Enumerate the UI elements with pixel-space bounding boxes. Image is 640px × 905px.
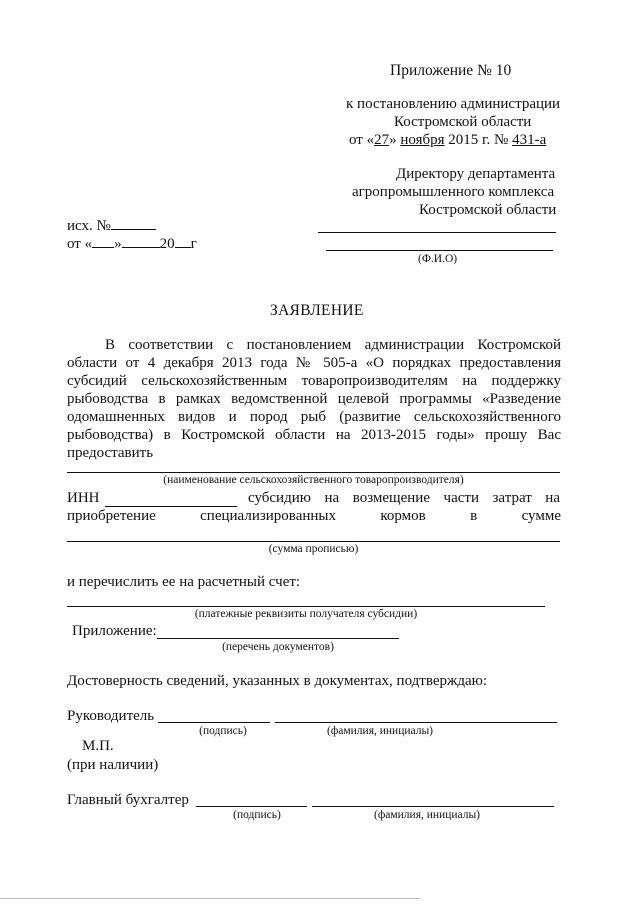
outgoing-date-suffix: г bbox=[190, 236, 197, 252]
addressee-line-2: агропромышленного комплекса bbox=[352, 184, 555, 200]
addressee-fill-line-2 bbox=[326, 250, 553, 251]
resolution-reference: к постановлению администрации bbox=[346, 96, 561, 112]
producer-caption: (наименование сельскохозяйственного товаропроизводителя) bbox=[163, 474, 464, 486]
purchase-line: приобретение специализированных кормов в сумме bbox=[67, 508, 561, 524]
head-signature-line bbox=[158, 722, 270, 723]
transfer-text: и перечислить ее на расчетный счет: bbox=[67, 574, 301, 590]
body-last-line: предоставить bbox=[67, 445, 154, 461]
accountant-label: Главный бухгалтер bbox=[67, 792, 189, 808]
producer-fill-line bbox=[67, 472, 560, 473]
outgoing-date-label: от « bbox=[67, 236, 93, 252]
date-month: ноября bbox=[400, 132, 445, 148]
date-day: 27 bbox=[374, 132, 390, 148]
outgoing-number bbox=[67, 218, 156, 235]
outgoing-date bbox=[67, 236, 197, 253]
inn-rest: субсидию на возмещение части затрат на bbox=[248, 490, 560, 506]
accountant-signature-line bbox=[196, 806, 307, 807]
resolution-date-line bbox=[349, 132, 546, 149]
head-signature-caption: (подпись) bbox=[199, 725, 247, 737]
page-edge-line bbox=[0, 898, 420, 899]
addressee-fill-line-1 bbox=[318, 232, 556, 233]
decree-number: 431-а bbox=[512, 132, 547, 148]
sum-fill-line bbox=[67, 541, 560, 542]
sum-caption: (сумма прописью) bbox=[268, 543, 359, 555]
outgoing-date-quote: » bbox=[114, 236, 122, 252]
fio-caption: (Ф.И.О) bbox=[418, 253, 458, 265]
body-line-2: области от 4 декабря 2013 года № 505-а «О порядках предоставления bbox=[67, 355, 561, 371]
attachment-label: Приложение: bbox=[72, 623, 157, 639]
addressee-line-3: Костромской области bbox=[419, 202, 557, 218]
head-label: Руководитель bbox=[67, 708, 155, 724]
requisites-fill-line bbox=[67, 606, 545, 607]
attachment-fill-line bbox=[157, 638, 399, 639]
appendix-number: Приложение № 10 bbox=[390, 62, 512, 79]
document-title: ЗАЯВЛЕНИЕ bbox=[270, 302, 364, 319]
body-line-3: субсидий сельскохозяйственным товаропроизводителям на поддержку bbox=[67, 373, 561, 389]
outgoing-date-year: 20 bbox=[159, 236, 175, 252]
body-line-6: рыбоводства) в Костромской области на 2013-2015 годы» прошу Вас bbox=[67, 427, 561, 443]
stamp-label: М.П. bbox=[82, 738, 114, 754]
inn-fill-line bbox=[105, 506, 237, 507]
documents-caption: (перечень документов) bbox=[222, 641, 334, 653]
accountant-name-caption: (фамилия, инициалы) bbox=[373, 809, 481, 821]
body-line-1: В соответствии с постановлением администрации Костромской bbox=[105, 337, 561, 353]
head-name-caption: (фамилия, инициалы) bbox=[326, 725, 434, 737]
date-year-no: 2015 г. № bbox=[444, 132, 513, 148]
body-line-4: рыбоводства в рамках ведомственной целевой программы «Разведение bbox=[67, 391, 561, 407]
date-mid: » bbox=[389, 132, 401, 148]
accountant-name-line bbox=[312, 806, 554, 807]
inn-label: ИНН bbox=[67, 490, 100, 506]
outgoing-number-label: исх. № bbox=[67, 218, 111, 234]
accountant-signature-caption: (подпись) bbox=[233, 809, 281, 821]
confirmation-text: Достоверность сведений, указанных в документах, подтверждаю: bbox=[67, 673, 488, 689]
requisites-caption: (платежные реквизиты получателя субсидии) bbox=[194, 608, 418, 620]
head-name-line bbox=[275, 722, 557, 723]
resolution-region: Костромской области bbox=[394, 114, 532, 130]
body-line-5: одомашненных видов и пород рыб (развитие сельскохозяйственного bbox=[67, 409, 561, 425]
date-prefix: от « bbox=[349, 132, 375, 148]
addressee-line-1: Директору департамента bbox=[396, 166, 556, 182]
stamp-note: (при наличии) bbox=[67, 757, 159, 773]
